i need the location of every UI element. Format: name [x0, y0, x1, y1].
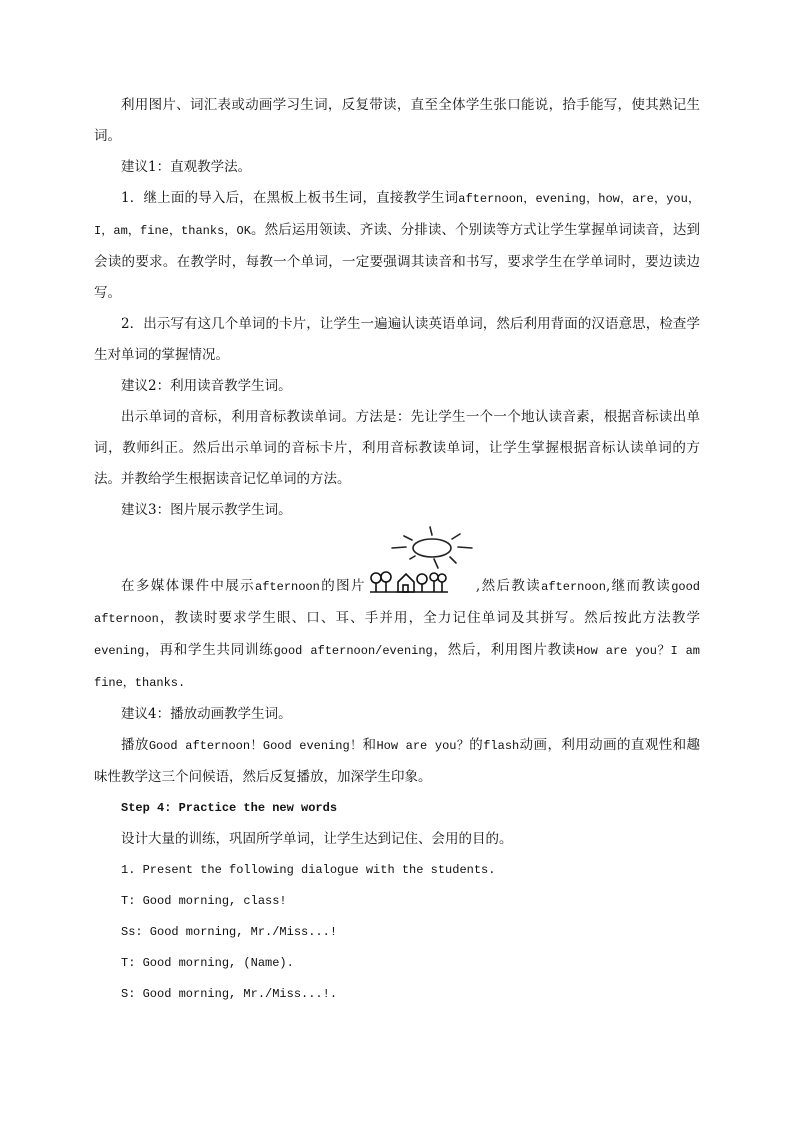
document-body	[94, 90, 700, 1010]
suggestion-1-point-2: 2．出示写有这几个单词的卡片，让学生一遍遍认读英语单词，然后利用背面的汉语意思，检查学生对单词的掌握情况。	[94, 316, 700, 363]
suggestion-4-title: 建议4：播放动画教学生词。	[121, 706, 292, 722]
dialogue-line: 1. Present the following dialogue with the students.	[121, 863, 496, 877]
step-4-heading: Step 4: Practice the new words	[121, 801, 338, 815]
suggestion-3-paragraph: 在多媒体课件中展示afternoon的图片 ,然后教读afternoon,继而教读good afternoon，教读时要求学生眼、口、耳、手并用，全力记住单词及其拼写。然后按此方法教学evening，再和学生共同训练good afternoon/evening，然后，利用图片教读How are you？I am fine，thanks.	[94, 570, 700, 699]
dialogue-line: T: Good morning, (Name).	[121, 956, 294, 970]
step-4-intro: 设计大量的训练，巩固所学单词，让学生达到记住、会用的目的。	[121, 831, 513, 847]
suggestion-4-paragraph: 播放Good afternoon！Good evening！和How are you？的flash动画，利用动画的直观性和趣味性教学这三个问候语，然后反复播放，加深学生印象。	[94, 737, 701, 785]
intro-paragraph: 利用图片、词汇表或动画学习生词，反复带读，直至全体学生张口能说，拾手能写，使其熟记生词。	[94, 97, 700, 144]
dialogue-line: T: Good morning, class!	[121, 894, 287, 908]
trees-house-icon	[368, 570, 474, 594]
dialogue-line: S: Good morning, Mr./Miss...!.	[121, 987, 338, 1001]
suggestion-2-paragraph: 出示单词的音标，利用音标教读单词。方法是：先让学生一个一个地认读音素，根据音标读出单词，教师纠正。然后出示单词的音标卡片，利用音标教读单词，让学生掌握根据音标认读单词的方法。并教给学生根据读音记忆单词的方法。	[94, 409, 700, 487]
suggestion-3-title: 建议3：图片展示教学生词。	[121, 502, 292, 518]
dialogue-line: Ss: Good morning, Mr./Miss...!	[121, 925, 338, 939]
sun-icon	[390, 526, 474, 570]
sun-illustration-row	[94, 526, 700, 570]
suggestion-2-title: 建议2：利用读音教学生词。	[121, 378, 292, 394]
suggestion-1-title: 建议1：直观教学法。	[121, 159, 252, 175]
suggestion-1-point-1: 1．继上面的导入后，在黑板上板书生词，直接教学生词afternoon，evening，how，are，you，I，am，fine，thanks，OK。然后运用领读、齐读、分排读、个别读等方式让学生掌握单词读音，达到会读的要求。在教学时，每教一个单词，一定要强调其读音和书写，要求学生在学单词时，要边读边写。	[94, 190, 700, 301]
